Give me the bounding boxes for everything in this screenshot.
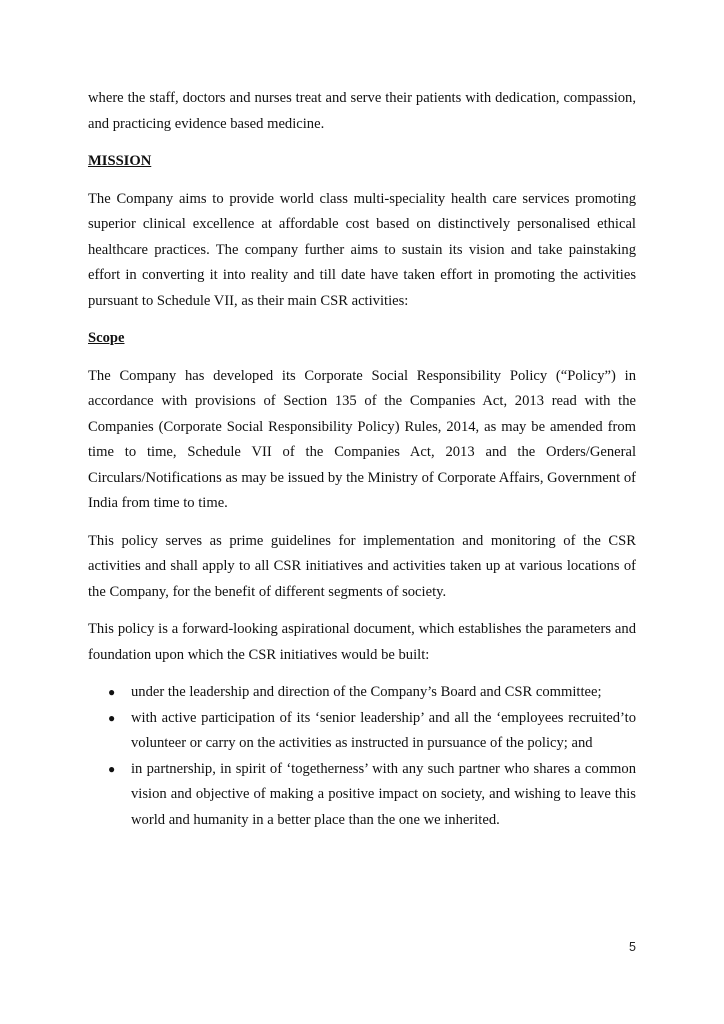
page-number: 5 [629, 940, 636, 954]
mission-heading: MISSION [88, 153, 152, 169]
mission-paragraph: The Company aims to provide world class multi-speciality health care services promoting superior clinical excellence at affordable cost based on distinctively personalised ethical healthcare practices. The company further aims to sustain its vision and take painstaking effort in converting it into reality and till date have taken effort in promoting the activities pursuant to Schedule VII, as their main CSR activities: [88, 190, 636, 309]
intro-continuation: where the staff, doctors and nurses treat and serve their patients with dedication, compassion, and practicing evidence based medicine. [88, 90, 636, 132]
list-item [88, 680, 636, 706]
page-content [88, 86, 636, 833]
list-item [88, 757, 636, 834]
scope-paragraph-3: This policy is a forward-looking aspirational document, which establishes the parameters and foundation upon which the CSR initiatives would be built: [88, 621, 636, 663]
scope-bullet-list [88, 680, 636, 833]
scope-paragraph-2: This policy serves as prime guidelines for implementation and monitoring of the CSR activities and shall apply to all CSR initiatives and activities taken up at various locations of the Company, for the benefit of different segments of society. [88, 532, 636, 600]
list-item [88, 706, 636, 757]
bullet-text: under the leadership and direction of the Company’s Board and CSR committee; [131, 684, 602, 700]
bullet-icon: ● [108, 761, 116, 776]
bullet-icon: ● [108, 685, 116, 699]
bullet-icon: ● [108, 710, 116, 725]
bullet-text: in partnership, in spirit of ‘togetherness’ with any such partner who shares a common vision and objective of making a positive impact on society, and wishing to leave this world and humanity in a better place than the one we inherited. [131, 760, 636, 828]
scope-paragraph-1: The Company has developed its Corporate Social Responsibility Policy (“Policy”) in accordance with provisions of Section 135 of the Companies Act, 2013 read with the Companies (Corporate Social Responsibility Policy) Rules, 2014, as may be amended from time to time, Schedule VII of the Companies Act, 2013 and the Orders/General Circulars/Notifications as may be issued by the Ministry of Corporate Affairs, Government of India from time to time. [88, 367, 636, 511]
scope-heading: Scope [88, 330, 125, 346]
bullet-text: with active participation of its ‘senior leadership’ and all the ‘employees recruited’to volunteer or carry on the activities as instructed in pursuance of the policy; and [131, 709, 636, 751]
